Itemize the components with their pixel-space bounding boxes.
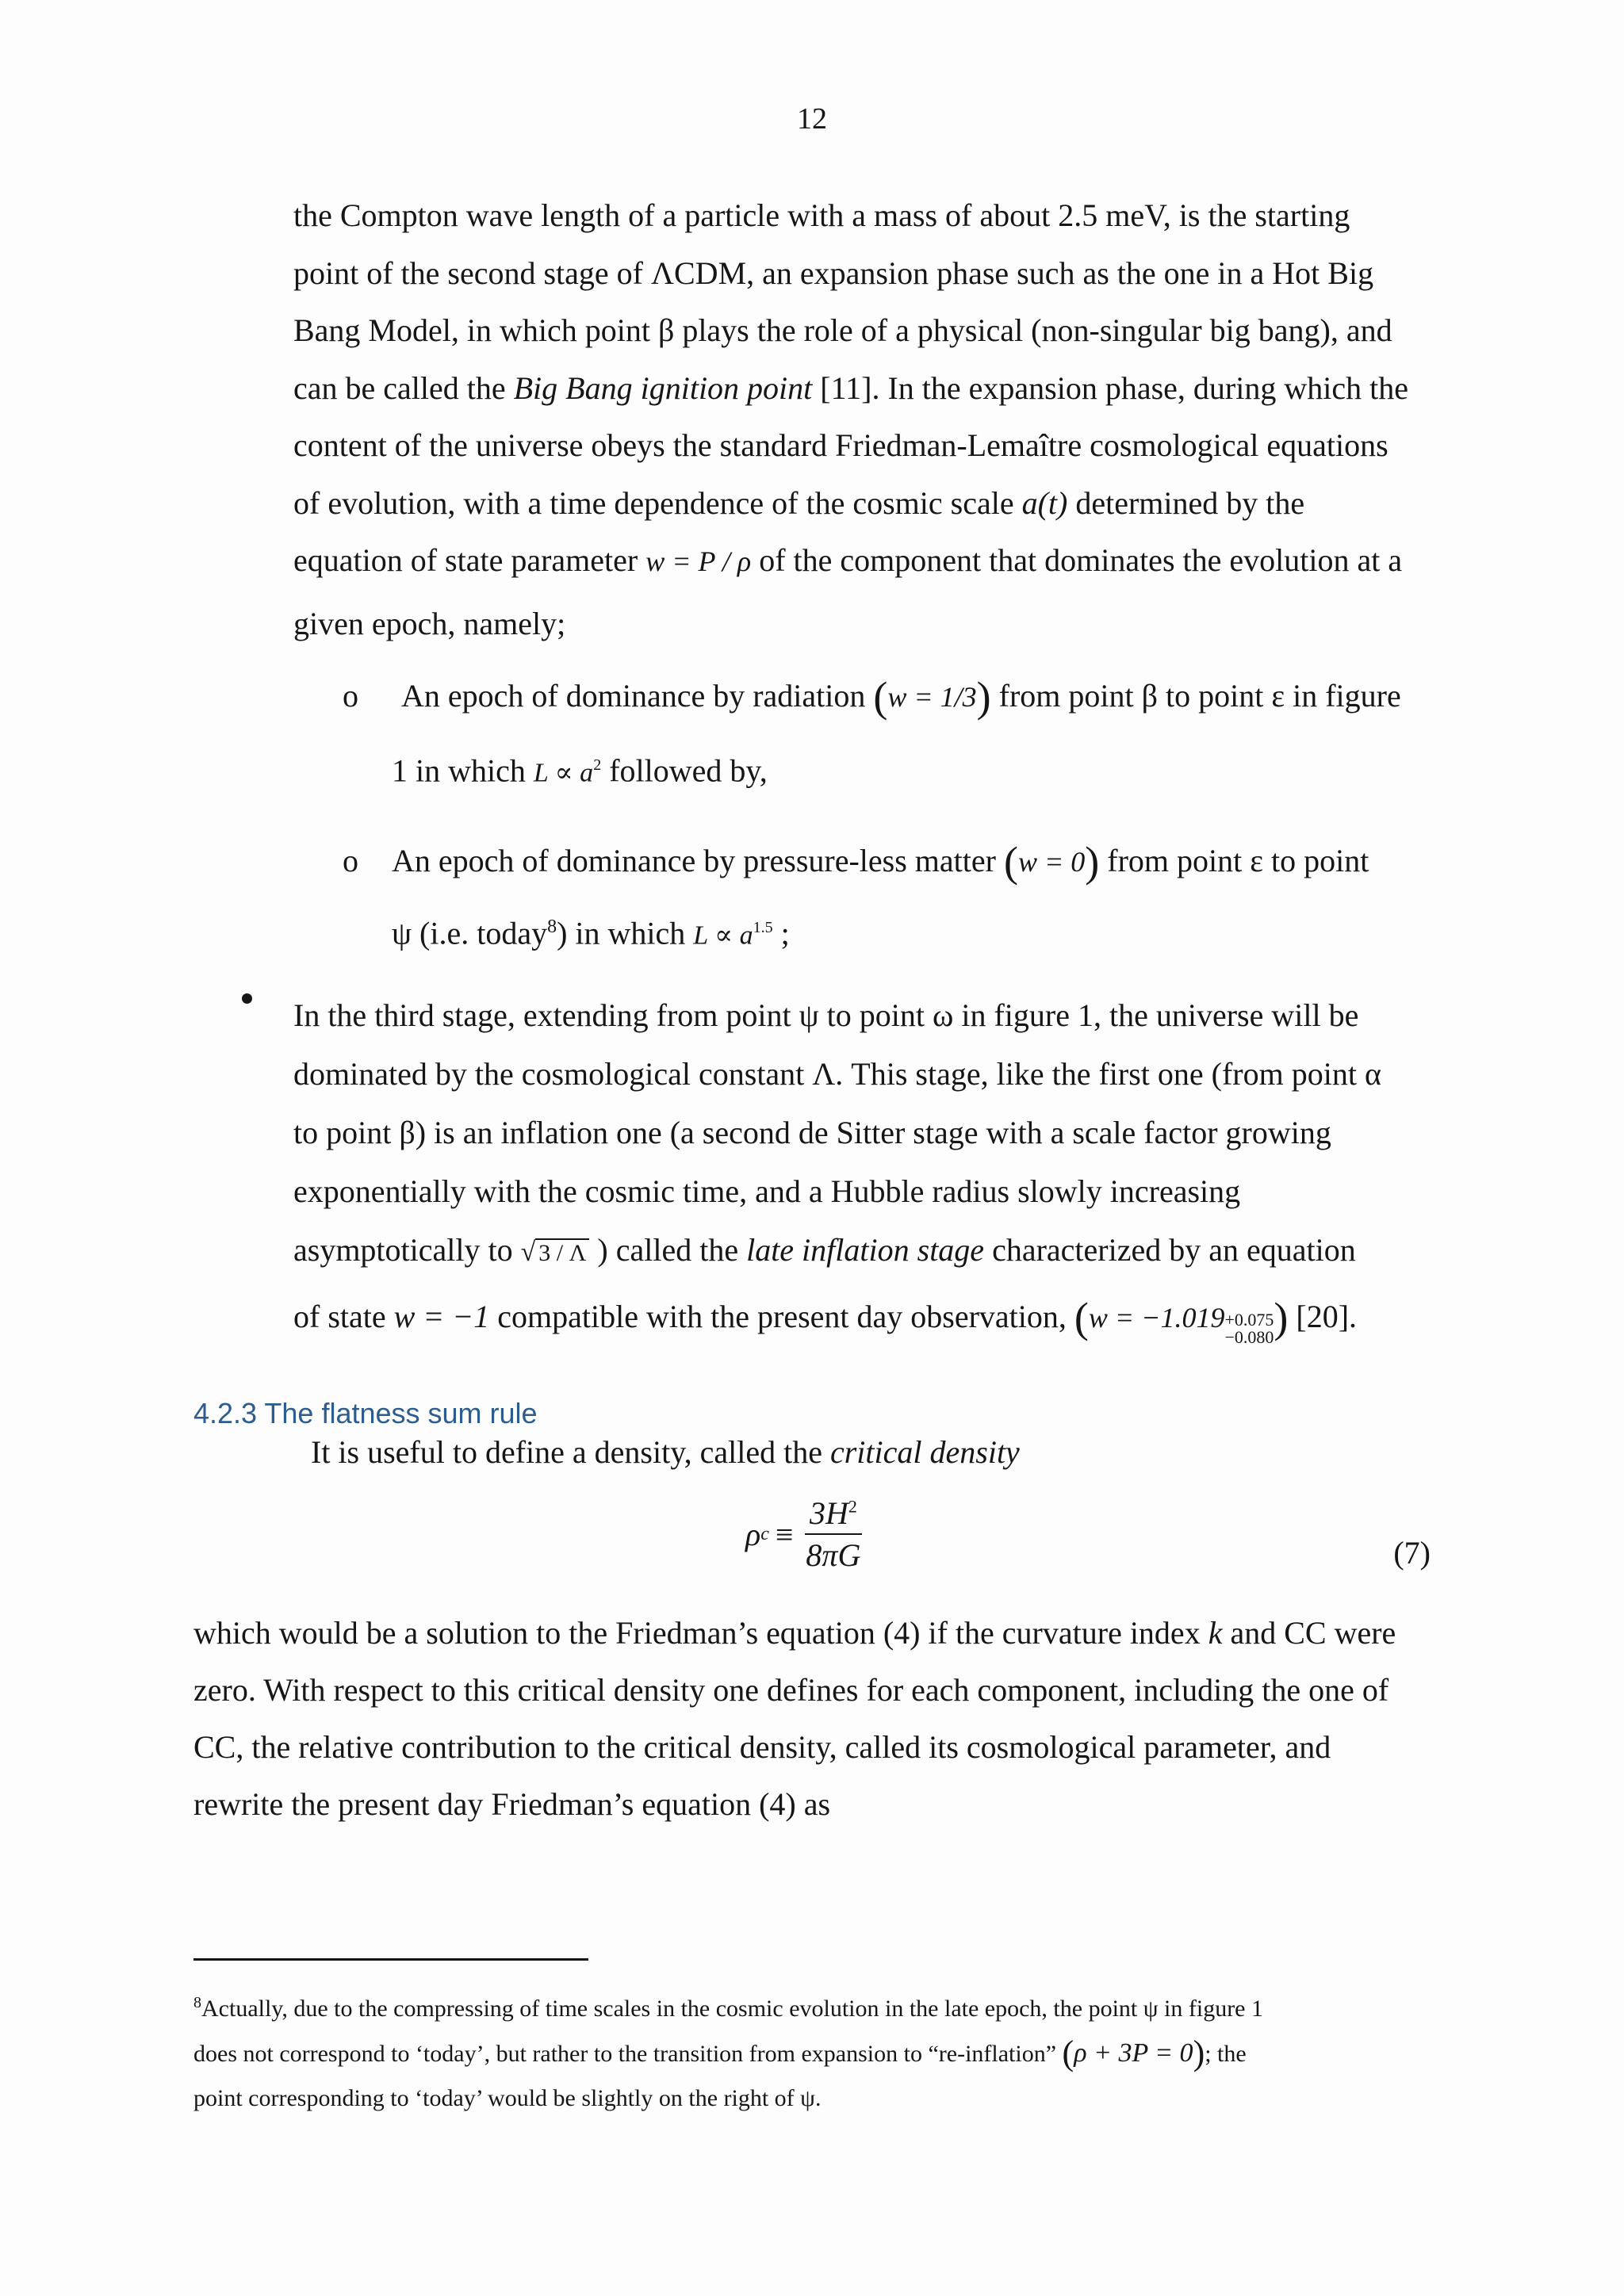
footnote (193, 1980, 1432, 2121)
math-inline: w = −1 (393, 1299, 490, 1334)
uncertainty (1224, 1311, 1274, 1346)
text-line (193, 1980, 1432, 2031)
text-line: to point β) is an inflation one (a second de Sitter stage with a scale factor growing (293, 1115, 1331, 1150)
paragraph-2 (193, 1605, 1432, 1833)
sub-bullet-marker: o (343, 843, 358, 878)
text-span: from point ε to point (1099, 843, 1369, 878)
math-inline: ρ + 3P = 0 (1074, 2038, 1193, 2068)
math-inline: w = −1.019 (1088, 1302, 1225, 1334)
equation-number: (7) (1393, 1535, 1431, 1571)
text-span: ; the (1205, 2041, 1247, 2067)
text-line (392, 668, 1432, 725)
bullet-dot (242, 993, 252, 1004)
text-span: of state (293, 1299, 394, 1334)
paren-close: ) (1085, 838, 1100, 886)
eq-numerator (805, 1494, 862, 1535)
text-span: from point β to point ε in figure (990, 678, 1401, 714)
math-inline: w = 0 (1017, 846, 1086, 878)
footnote-marker: 8 (193, 1994, 201, 2011)
text-line (392, 898, 1432, 964)
text-span: Actually, due to the compressing of time scales in the cosmic evolution in the late epoch, the point ψ in figure 1 (201, 1996, 1263, 2022)
math-inline: w = P / ρ (645, 545, 752, 577)
text-span: does not correspond to ‘today’, but rather to the transition from expansion to “re-inflation” (193, 2041, 1063, 2067)
math-inline: w = 1/3 (887, 681, 977, 713)
eq-lhs: ρ (745, 1516, 761, 1552)
equation-7 (745, 1494, 865, 1574)
math-inline: L ∝ a (693, 920, 753, 951)
text-line: rewrite the present day Friedman’s equation (4) as (193, 1786, 831, 1822)
uncertainty-upper: +0.075 (1224, 1310, 1274, 1330)
eq-lhs-subscript: c (760, 1523, 769, 1544)
text-line: given epoch, namely; (293, 605, 566, 641)
text-line: Bang Model, in which point β plays the role of a physical (non-singular big bang), and (293, 312, 1392, 348)
text-line (293, 475, 1432, 533)
text-line (392, 832, 1432, 890)
bullet-paragraph (293, 986, 1432, 1347)
emphasis-text: critical density (829, 1434, 1020, 1470)
text-span: which would be a solution to the Friedman’s equation (4) if the curvature index (193, 1615, 1208, 1651)
paren-open: ( (873, 673, 888, 721)
text-span: 1 in which (392, 752, 534, 789)
text-line (293, 1288, 1432, 1347)
paren-open: ( (1003, 838, 1018, 886)
exponent: 1.5 (753, 919, 773, 936)
text-span: characterized by an equation (984, 1232, 1356, 1268)
text-span: asymptotically to (293, 1232, 521, 1268)
text-line: In the third stage, extending from point ψ to point ω in figure 1, the universe will be (293, 997, 1359, 1033)
text-span: compatible with the present day observation, (489, 1299, 1074, 1334)
paren-close: ) (1274, 1294, 1289, 1341)
text-line (392, 737, 1432, 802)
eq-denominator: 8πG (806, 1537, 861, 1573)
page-number: 12 (797, 102, 827, 136)
text-line (293, 1221, 1432, 1283)
text-line: exponentially with the cosmic time, and a Hubble radius slowly increasing (293, 1173, 1241, 1209)
text-span: determined by the (1067, 484, 1305, 521)
text-span: equation of state parameter (293, 542, 646, 578)
text-span: can be called the (293, 369, 514, 406)
eq-relation: ≡ (775, 1516, 794, 1552)
footnote-ref: 8 (547, 916, 557, 937)
text-line: the Compton wave length of a particle with a mass of about 2.5 meV, is the starting (293, 197, 1350, 233)
footnote-divider (193, 1958, 588, 1961)
sub-list-item (392, 668, 1432, 802)
sub-list-item (392, 832, 1432, 964)
exponent: 2 (593, 756, 602, 774)
text-span: ) called the (589, 1232, 747, 1268)
text-span: An epoch of dominance by radiation (401, 678, 874, 714)
text-line: dominated by the cosmological constant Λ. This stage, like the first one (from point α (293, 1056, 1381, 1092)
text-line: point corresponding to ‘today’ would be slightly on the right of ψ. (193, 2085, 822, 2111)
emphasis-text: Big Bang ignition point (513, 369, 813, 406)
eq-numerator-text: 3H (809, 1495, 848, 1531)
paren-close: ) (976, 673, 991, 721)
eq-fraction (801, 1494, 865, 1574)
text-span: ψ (i.e. today (392, 915, 548, 951)
text-span: It is useful to define a density, called the (311, 1434, 830, 1470)
sqrt-radicand: 3 / Λ (535, 1238, 589, 1266)
math-inline: L ∝ a (533, 758, 594, 788)
sqrt-symbol: √ (520, 1238, 536, 1267)
text-span: ; (772, 915, 790, 951)
sub-bullet-marker: o (343, 678, 358, 714)
emphasis-text: late inflation stage (746, 1232, 985, 1268)
text-line: point of the second stage of ΛCDM, an expansion phase such as the one in a Hot Big (293, 254, 1374, 291)
math-inline: k (1208, 1615, 1223, 1651)
text-line (193, 2031, 1432, 2076)
text-span: followed by, (601, 752, 768, 789)
text-span: ) in which (557, 915, 694, 951)
uncertainty-lower: −0.080 (1224, 1327, 1274, 1347)
text-span: and CC were (1222, 1615, 1396, 1651)
paren-close: ) (1193, 2034, 1205, 2072)
paragraph-continuation (293, 187, 1432, 652)
intro-line (311, 1433, 1020, 1471)
math-inline: a(t) (1021, 484, 1068, 521)
text-span: [20]. (1288, 1299, 1358, 1334)
text-line: content of the universe obeys the standard Friedman-Lemaître cosmological equations (293, 427, 1388, 463)
paren-open: ( (1062, 2034, 1074, 2072)
text-span: [11]. In the expansion phase, during which the (812, 369, 1408, 406)
text-span: of evolution, with a time dependence of the cosmic scale (293, 484, 1022, 521)
text-line: zero. With respect to this critical density one defines for each component, including the one of (193, 1672, 1389, 1708)
text-span: An epoch of dominance by pressure-less matter (392, 843, 1004, 878)
text-line (193, 1605, 1432, 1662)
section-heading: 4.2.3 The flatness sum rule (193, 1397, 538, 1429)
text-line (293, 360, 1432, 418)
eq-numerator-exp: 2 (848, 1496, 857, 1517)
paren-open: ( (1074, 1294, 1089, 1341)
text-line: CC, the relative contribution to the critical density, called its cosmological parameter, and (193, 1729, 1331, 1765)
text-span: of the component that dominates the evolution at a (751, 542, 1403, 578)
text-line (293, 532, 1432, 591)
